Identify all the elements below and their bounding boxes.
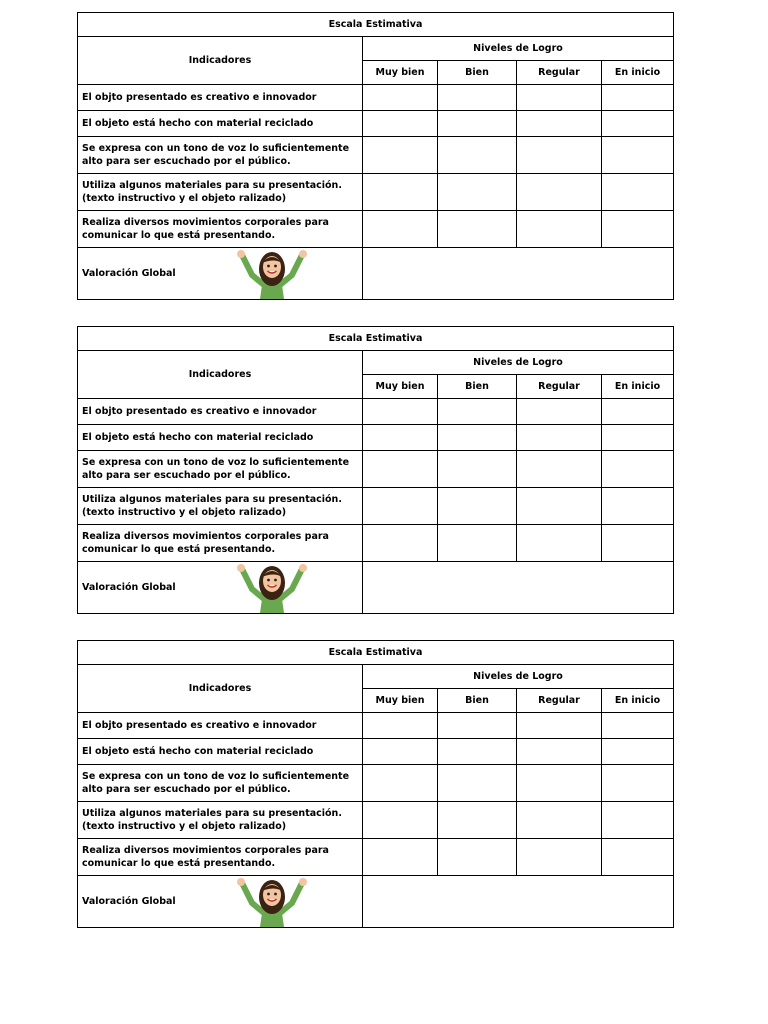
score-cell[interactable] (602, 713, 674, 739)
global-label: Valoración Global (82, 896, 176, 907)
table-row (78, 211, 674, 248)
score-cell[interactable] (438, 174, 517, 211)
level-en-inicio: En inicio (602, 689, 674, 713)
score-cell[interactable] (602, 111, 674, 137)
score-cell[interactable] (517, 488, 602, 525)
table-row (78, 425, 674, 451)
table-row (78, 399, 674, 425)
indicators-header: Indicadores (78, 665, 363, 713)
score-cell[interactable] (602, 211, 674, 248)
score-cell[interactable] (363, 739, 438, 765)
score-cell[interactable] (363, 111, 438, 137)
level-en-inicio: En inicio (602, 61, 674, 85)
score-cell[interactable] (517, 425, 602, 451)
level-muy-bien: Muy bien (363, 61, 438, 85)
score-cell[interactable] (363, 137, 438, 174)
table-row (78, 174, 674, 211)
level-bien: Bien (438, 375, 517, 399)
levels-header: Niveles de Logro (363, 665, 674, 689)
rubric-title: Escala Estimativa (78, 327, 674, 351)
rubric-table-3 (77, 640, 673, 928)
score-cell[interactable] (602, 488, 674, 525)
global-label: Valoración Global (82, 268, 176, 279)
score-cell[interactable] (363, 211, 438, 248)
global-score-cell[interactable] (363, 876, 674, 928)
indicator-cell: Utiliza algunos materiales para su presentación. (texto instructivo y el objeto ralizado) (78, 802, 363, 839)
global-row (78, 876, 674, 928)
indicator-cell: Realiza diversos movimientos corporales para comunicar lo que está presentando. (78, 839, 363, 876)
indicator-cell: El objeto está hecho con material reciclado (78, 739, 363, 765)
score-cell[interactable] (602, 425, 674, 451)
score-cell[interactable] (517, 399, 602, 425)
indicator-cell: Utiliza algunos materiales para su presentación. (texto instructivo y el objeto ralizado) (78, 488, 363, 525)
score-cell[interactable] (602, 174, 674, 211)
score-cell[interactable] (438, 451, 517, 488)
score-cell[interactable] (602, 739, 674, 765)
table-row (78, 765, 674, 802)
score-cell[interactable] (438, 765, 517, 802)
score-cell[interactable] (363, 525, 438, 562)
table-row (78, 137, 674, 174)
score-cell[interactable] (602, 399, 674, 425)
score-cell[interactable] (517, 174, 602, 211)
table-row (78, 451, 674, 488)
score-cell[interactable] (363, 713, 438, 739)
table-row (78, 802, 674, 839)
table-row (78, 111, 674, 137)
global-score-cell[interactable] (363, 248, 674, 300)
table-row (78, 839, 674, 876)
indicator-cell: Realiza diversos movimientos corporales para comunicar lo que está presentando. (78, 211, 363, 248)
score-cell[interactable] (517, 211, 602, 248)
score-cell[interactable] (602, 451, 674, 488)
score-cell[interactable] (438, 399, 517, 425)
rubric-title: Escala Estimativa (78, 13, 674, 37)
score-cell[interactable] (517, 739, 602, 765)
score-cell[interactable] (602, 839, 674, 876)
indicator-cell: Se expresa con un tono de voz lo suficientemente alto para ser escuchado por el público. (78, 137, 363, 174)
global-label: Valoración Global (82, 582, 176, 593)
indicators-header: Indicadores (78, 37, 363, 85)
score-cell[interactable] (438, 85, 517, 111)
score-cell[interactable] (438, 425, 517, 451)
score-cell[interactable] (517, 525, 602, 562)
rubric-table-1 (77, 12, 673, 300)
score-cell[interactable] (363, 399, 438, 425)
indicators-header: Indicadores (78, 351, 363, 399)
indicator-cell: Se expresa con un tono de voz lo suficientemente alto para ser escuchado por el público. (78, 451, 363, 488)
score-cell[interactable] (363, 174, 438, 211)
indicator-cell: El objto presentado es creativo e innovador (78, 399, 363, 425)
teacher-avatar-waving-icon (234, 249, 310, 299)
score-cell[interactable] (438, 137, 517, 174)
rubric-table (77, 326, 674, 614)
indicator-cell: El objeto está hecho con material reciclado (78, 425, 363, 451)
score-cell[interactable] (438, 802, 517, 839)
level-regular: Regular (517, 375, 602, 399)
score-cell[interactable] (363, 802, 438, 839)
score-cell[interactable] (438, 525, 517, 562)
indicator-cell: El objeto está hecho con material reciclado (78, 111, 363, 137)
rubric-table-2 (77, 326, 673, 614)
table-row (78, 713, 674, 739)
teacher-avatar-waving-icon (234, 877, 310, 927)
score-cell[interactable] (438, 488, 517, 525)
score-cell[interactable] (363, 839, 438, 876)
teacher-avatar-waving-icon (234, 563, 310, 613)
score-cell[interactable] (517, 839, 602, 876)
indicator-cell: Utiliza algunos materiales para su presentación. (texto instructivo y el objeto ralizado) (78, 174, 363, 211)
level-bien: Bien (438, 61, 517, 85)
level-muy-bien: Muy bien (363, 375, 438, 399)
score-cell[interactable] (363, 765, 438, 802)
score-cell[interactable] (517, 85, 602, 111)
global-label-cell (78, 562, 363, 614)
score-cell[interactable] (517, 713, 602, 739)
table-row (78, 525, 674, 562)
score-cell[interactable] (363, 425, 438, 451)
level-regular: Regular (517, 689, 602, 713)
score-cell[interactable] (517, 765, 602, 802)
global-label-cell (78, 876, 363, 928)
levels-header: Niveles de Logro (363, 351, 674, 375)
global-score-cell[interactable] (363, 562, 674, 614)
score-cell[interactable] (602, 137, 674, 174)
score-cell[interactable] (363, 85, 438, 111)
score-cell[interactable] (438, 211, 517, 248)
score-cell[interactable] (602, 85, 674, 111)
rubric-title: Escala Estimativa (78, 641, 674, 665)
rubric-table (77, 640, 674, 928)
levels-header: Niveles de Logro (363, 37, 674, 61)
score-cell[interactable] (602, 802, 674, 839)
score-cell[interactable] (363, 451, 438, 488)
score-cell[interactable] (438, 839, 517, 876)
global-row (78, 562, 674, 614)
global-label-cell (78, 248, 363, 300)
level-muy-bien: Muy bien (363, 689, 438, 713)
global-row (78, 248, 674, 300)
score-cell[interactable] (438, 739, 517, 765)
level-bien: Bien (438, 689, 517, 713)
indicator-cell: Realiza diversos movimientos corporales para comunicar lo que está presentando. (78, 525, 363, 562)
rubric-table (77, 12, 674, 300)
level-en-inicio: En inicio (602, 375, 674, 399)
score-cell[interactable] (517, 111, 602, 137)
table-row (78, 488, 674, 525)
score-cell[interactable] (602, 525, 674, 562)
indicator-cell: El objto presentado es creativo e innovador (78, 85, 363, 111)
indicator-cell: El objto presentado es creativo e innovador (78, 713, 363, 739)
indicator-cell: Se expresa con un tono de voz lo suficientemente alto para ser escuchado por el público. (78, 765, 363, 802)
table-row (78, 85, 674, 111)
score-cell[interactable] (602, 765, 674, 802)
score-cell[interactable] (438, 111, 517, 137)
score-cell[interactable] (517, 802, 602, 839)
score-cell[interactable] (517, 137, 602, 174)
score-cell[interactable] (363, 488, 438, 525)
level-regular: Regular (517, 61, 602, 85)
score-cell[interactable] (517, 451, 602, 488)
score-cell[interactable] (438, 713, 517, 739)
table-row (78, 739, 674, 765)
